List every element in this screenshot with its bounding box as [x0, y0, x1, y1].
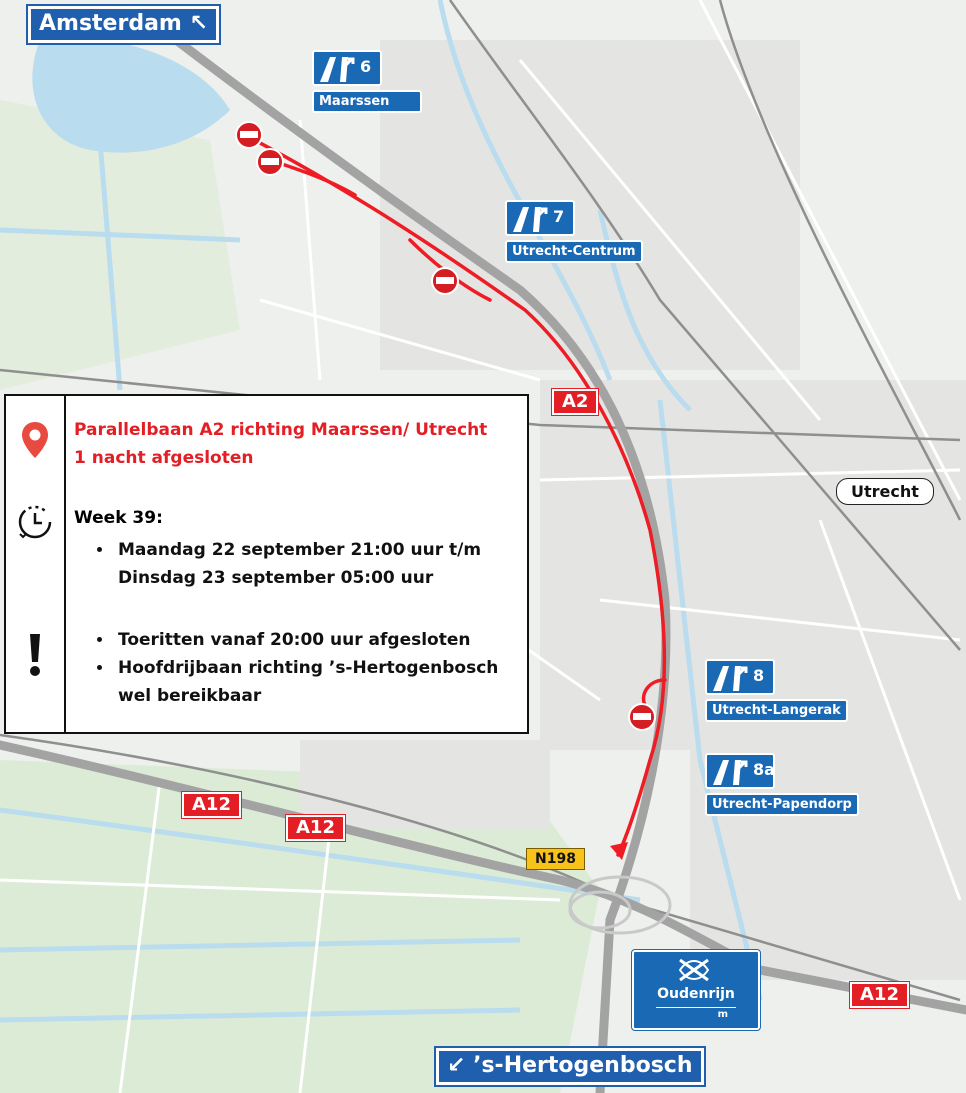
- exit-sign-box: [705, 753, 775, 789]
- clock-icon: [15, 502, 55, 542]
- closure-title-line: 1 nacht afgesloten: [74, 448, 254, 468]
- schedule-list: [74, 536, 514, 592]
- road-shield-n198: N198: [526, 848, 585, 870]
- city-label-utrecht: Utrecht: [836, 478, 934, 505]
- closure-title: [74, 416, 514, 472]
- info-icons-column: [6, 396, 66, 732]
- junction-distance: m: [717, 1009, 728, 1020]
- list-item: • Hoofdrijbaan richting ’s-Hertogenbosch wel bereikbaar: [114, 654, 514, 710]
- exit-sign-box: [505, 200, 575, 236]
- no-entry-icon[interactable]: [257, 149, 283, 175]
- exit-sign-box: [312, 50, 382, 86]
- exit-name: Utrecht-Centrum: [505, 240, 643, 263]
- list-item: • Maandag 22 september 21:00 uur t/m Dinsdag 23 september 05:00 uur: [114, 536, 514, 592]
- list-item: • Toeritten vanaf 20:00 uur afgesloten: [114, 626, 514, 654]
- road-shield-a12: A12: [850, 982, 909, 1008]
- junction-sign-oudenrijn[interactable]: [632, 950, 760, 1030]
- motorway-exit-icon: [511, 205, 549, 233]
- interchange-icon: [674, 956, 714, 984]
- motorway-exit-icon: [318, 55, 356, 83]
- no-entry-icon[interactable]: [236, 122, 262, 148]
- exit-name: Utrecht-Langerak: [705, 699, 848, 722]
- exit-name: Maarssen: [312, 90, 422, 113]
- junction-name: Oudenrijn: [657, 986, 735, 1002]
- motorway-exit-icon: [711, 758, 749, 786]
- direction-sign-label: ’s-Hertogenbosch: [473, 1053, 693, 1078]
- notes-list: [74, 626, 514, 710]
- week-label: Week 39:: [74, 508, 163, 528]
- exit-name: Utrecht-Papendorp: [705, 793, 859, 816]
- closure-title-line: Parallelbaan A2 richting Maarssen/ Utrecht: [74, 420, 488, 440]
- motorway-exit-icon: [711, 664, 749, 692]
- road-shield-a2: A2: [552, 389, 598, 415]
- exit-number: 7: [553, 207, 565, 226]
- no-entry-icon[interactable]: [629, 704, 655, 730]
- road-shield-a12: A12: [286, 815, 345, 841]
- road-shield-a12: A12: [182, 792, 241, 818]
- direction-sign-amsterdam: [28, 6, 219, 43]
- no-entry-icon[interactable]: [432, 268, 458, 294]
- exit-number: 6: [360, 57, 372, 76]
- exclamation-icon: [25, 632, 45, 678]
- direction-sign-label: Amsterdam: [39, 11, 182, 36]
- info-panel: [4, 394, 529, 734]
- exit-number: 8: [753, 666, 765, 685]
- arrow-down-left-icon: ↙: [447, 1053, 466, 1078]
- junction-divider: [656, 1007, 736, 1008]
- location-pin-icon: [20, 420, 50, 460]
- exit-sign-box: [705, 659, 775, 695]
- direction-sign-den-bosch: [436, 1048, 704, 1085]
- arrow-up-left-icon: ↖: [189, 11, 208, 36]
- exit-number: 8a: [753, 760, 775, 779]
